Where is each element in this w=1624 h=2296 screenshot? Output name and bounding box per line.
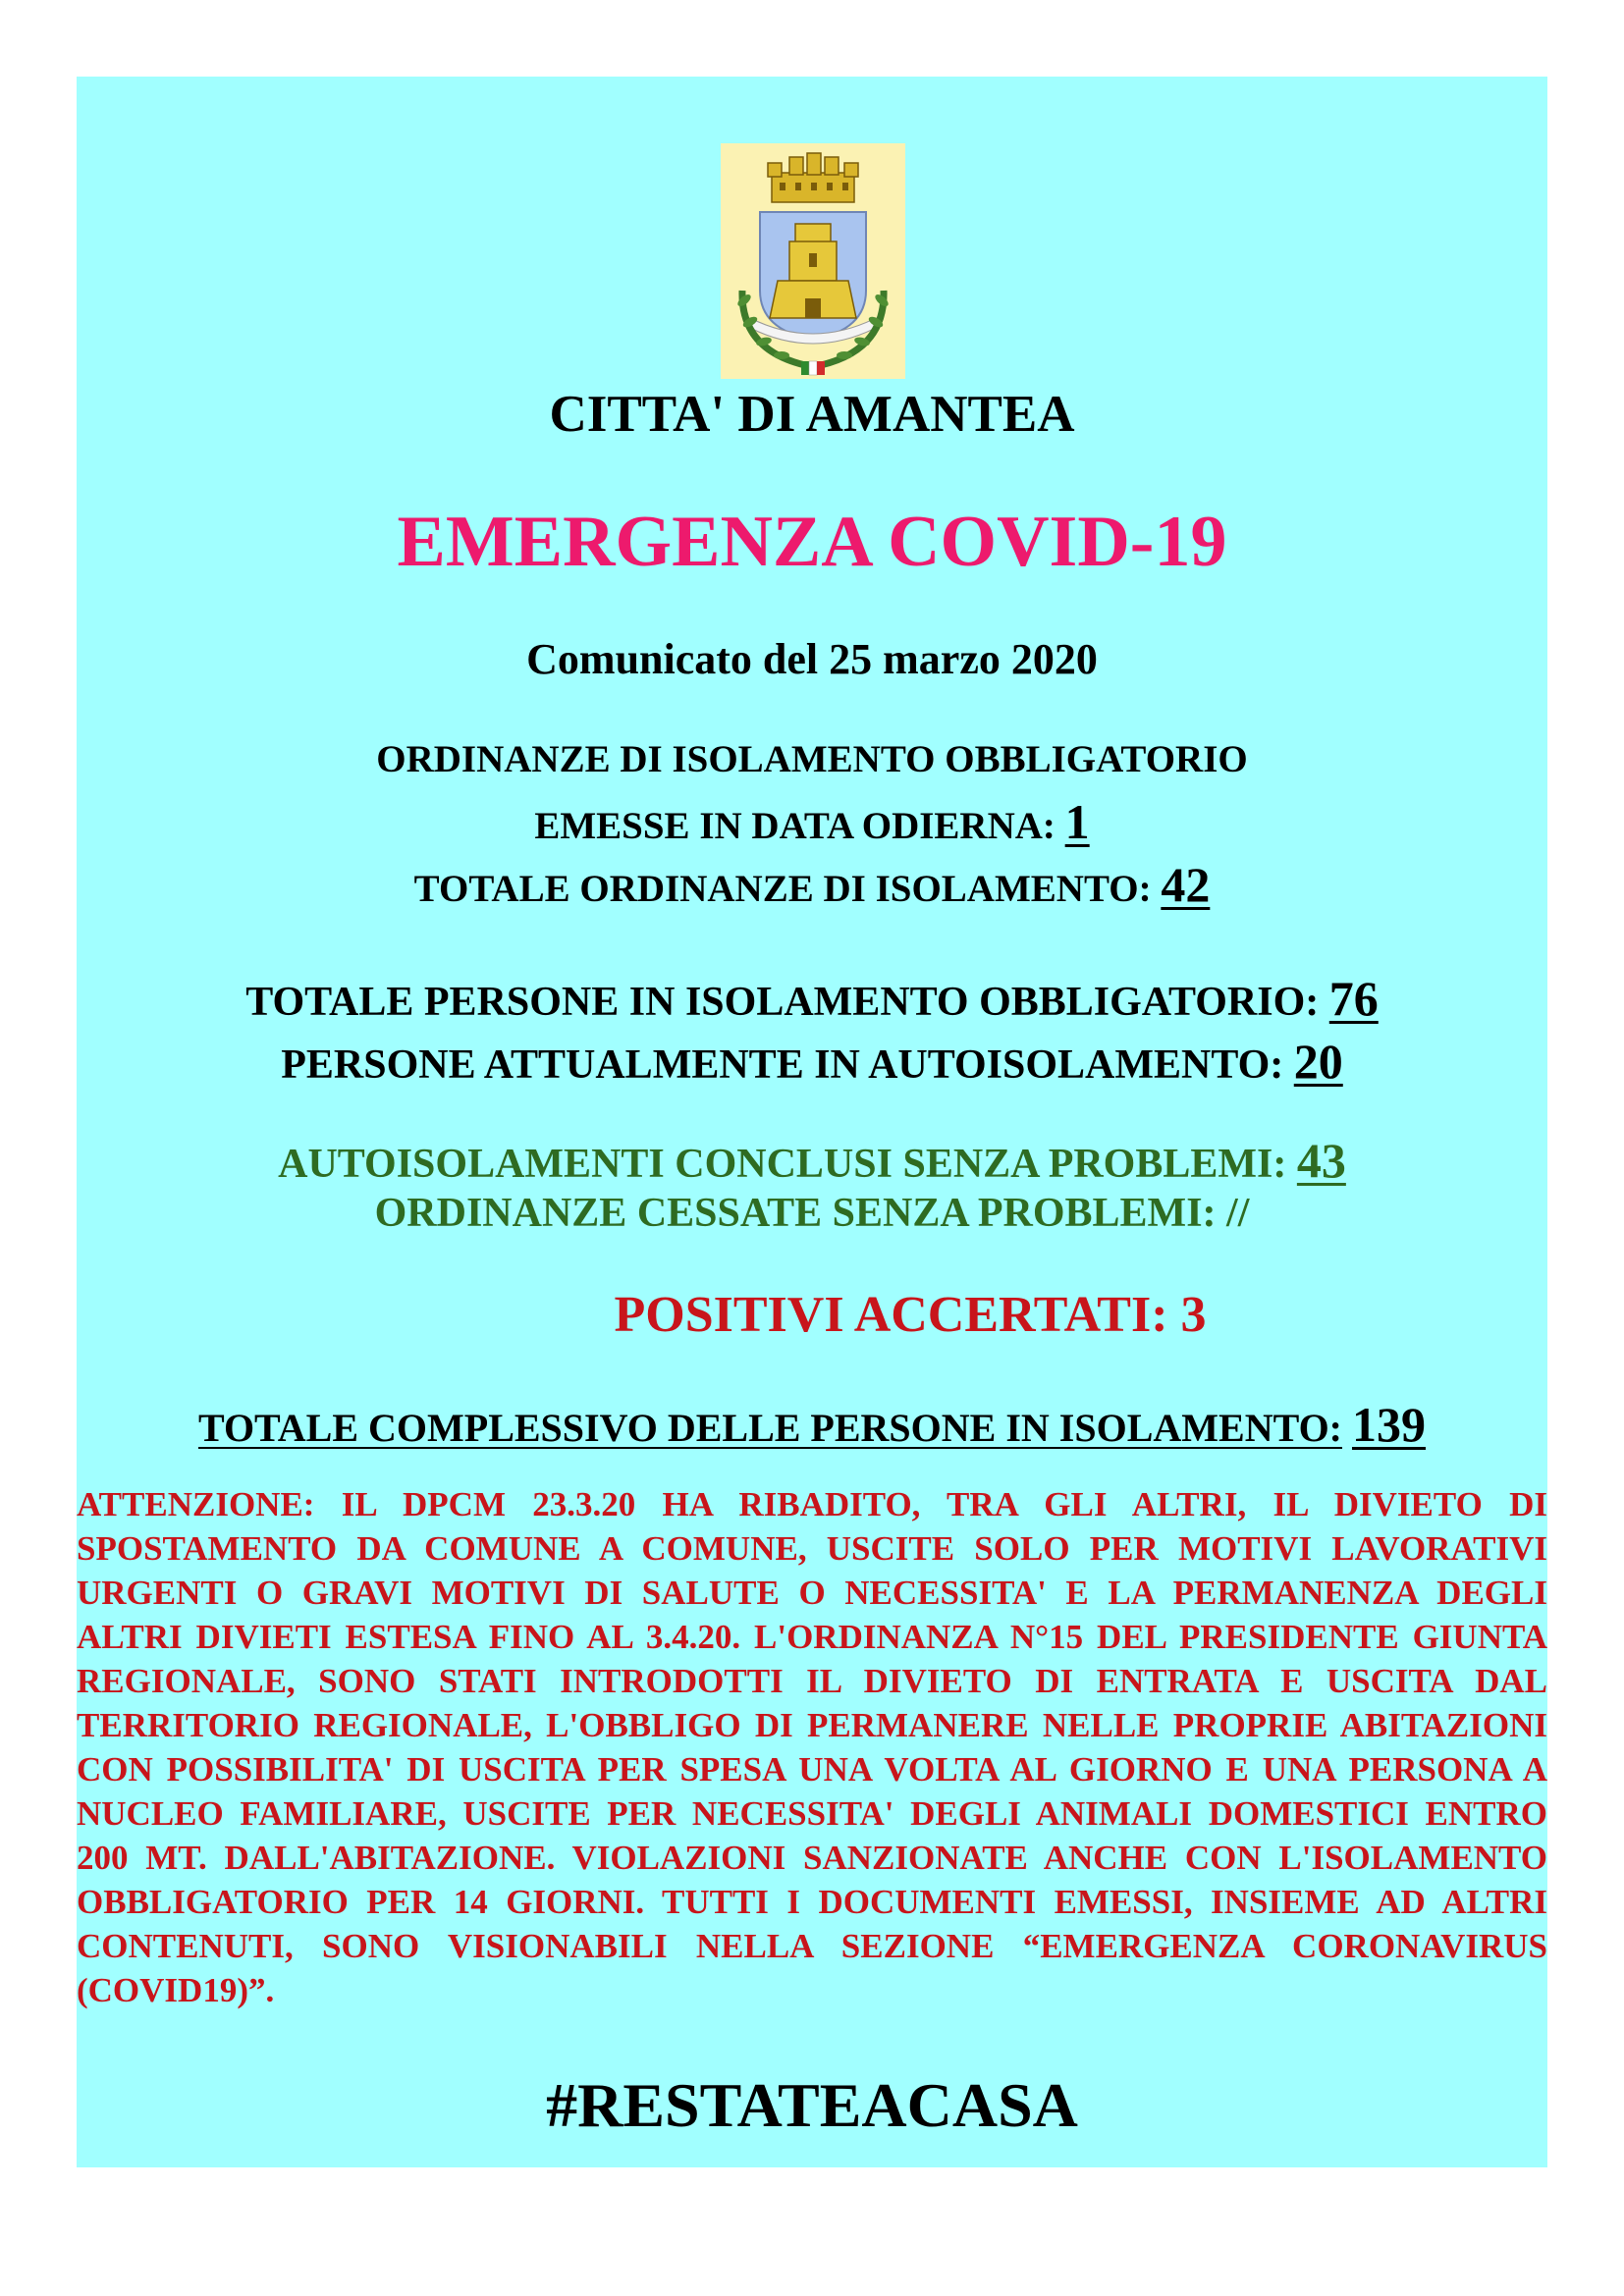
issued-today-value: 1 bbox=[1064, 794, 1090, 849]
city-title: CITTA' DI AMANTEA bbox=[549, 386, 1075, 443]
ordinances-total bbox=[0, 856, 1624, 913]
persons-mandatory bbox=[0, 970, 1624, 1027]
ordinances-total-value: 42 bbox=[1161, 857, 1211, 912]
issued-today-label: EMESSE IN DATA ODIERNA: bbox=[534, 805, 1065, 847]
persons-mandatory-value: 76 bbox=[1328, 971, 1379, 1026]
grand-total-value: 139 bbox=[1352, 1397, 1427, 1452]
ordinances-total-label: TOTALE ORDINANZE DI ISOLAMENTO: bbox=[413, 868, 1162, 910]
emergency-title: EMERGENZA COVID-19 bbox=[397, 502, 1227, 582]
concluded-self-value: 43 bbox=[1296, 1133, 1346, 1188]
ordinances-heading: ORDINANZE DI ISOLAMENTO OBBLIGATORIO bbox=[376, 738, 1248, 780]
ordinances-issued-today bbox=[0, 793, 1624, 850]
positives-label: POSITIVI ACCERTATI: 3 bbox=[614, 1287, 1207, 1343]
persons-mandatory-label: TOTALE PERSONE IN ISOLAMENTO OBBLIGATORIO: bbox=[245, 980, 1329, 1025]
warning-paragraph: ATTENZIONE: IL DPCM 23.3.20 HA RIBADITO, TRA GLI ALTRI, IL DIVIETO DI SPOSTAMENTO DA COMUNE A COMUNE, USCITE SOLO PER MOTIVI LAVORATIVI URGENTI O GRAVI MOTIVI DI SALUTE O NECESSITA' E LA PERMANENZA DEGLI ALTRI DIVIETI ESTESA FINO AL 3.4.20. L'ORDINANZA N°15 DEL PRESIDENTE GIUNTA REGIONALE, SONO STATI INTRODOTTI IL DIVIETO DI ENTRATA E USCITA DAL TERRITORIO REGIONALE, L'OBBLIGO DI PERMANERE NELLE PROPRIE ABITAZIONI CON POSSIBILITA' DI USCITA PER SPESA UNA VOLTA AL GIORNO E UNA PERSONA A NUCLEO FAMILIARE, USCITE PER NECESSITA' DEGLI ANIMALI DOMESTICI ENTRO 200 MT. DALL'ABITAZIONE. VIOLAZIONI SANZIONATE ANCHE CON L'ISOLAMENTO OBBLIGATORIO PER 14 GIORNI. TUTTI I DOCUMENTI EMESSI, INSIEME AD ALTRI CONTENUTI, SONO VISIONABILI NELLA SEZIONE “EMERGENZA CORONAVIRUS (COVID19)”. bbox=[77, 1485, 1547, 2009]
ordinances-ceased: ORDINANZE CESSATE SENZA PROBLEMI: // bbox=[374, 1191, 1250, 1236]
communique-date: Comunicato del 25 marzo 2020 bbox=[526, 635, 1098, 683]
concluded-self-label: AUTOISOLAMENTI CONCLUSI SENZA PROBLEMI: bbox=[278, 1142, 1297, 1187]
grand-total-row bbox=[0, 1396, 1624, 1453]
self-isolation-concluded bbox=[0, 1132, 1624, 1189]
persons-self-value: 20 bbox=[1293, 1034, 1343, 1089]
persons-self-label: PERSONE ATTUALMENTE IN AUTOISOLAMENTO: bbox=[281, 1042, 1294, 1088]
persons-self-isolation bbox=[0, 1033, 1624, 1090]
grand-total-label: TOTALE COMPLESSIVO DELLE PERSONE IN ISOLAMENTO: bbox=[197, 1406, 1343, 1450]
hashtag: #RESTATEACASA bbox=[546, 2070, 1078, 2140]
positives-row bbox=[0, 1286, 1624, 1344]
coat-of-arms-icon bbox=[721, 143, 905, 379]
